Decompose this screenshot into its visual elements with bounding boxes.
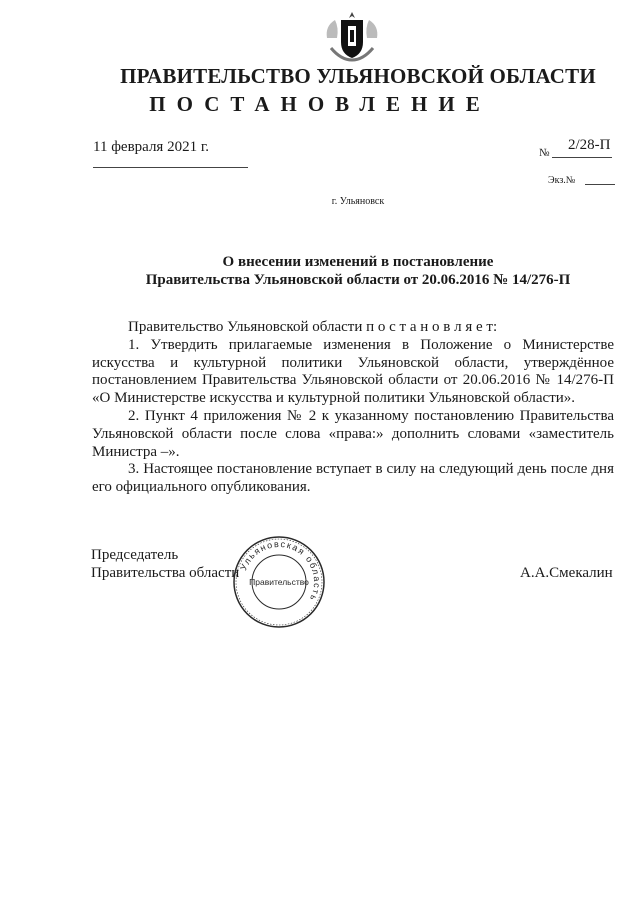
- body-item-2: 2. Пункт 4 приложения № 2 к указанному постановлению Правительства Ульяновской области после слова «права:» дополнить словами «заместитель Министра –».: [92, 407, 614, 460]
- document-number: 2/28-П: [568, 137, 611, 153]
- copy-number-label: Экз.№: [548, 175, 576, 186]
- coat-of-arms-icon: [321, 8, 383, 62]
- title-line-2: Правительства Ульяновской области от 20.06.2016 № 14/276-П: [145, 272, 571, 288]
- organization-name: ПРАВИТЕЛЬСТВО УЛЬЯНОВСКОЙ ОБЛАСТИ: [120, 64, 596, 88]
- date-underline: [93, 167, 248, 168]
- body-item-1: 1. Утвердить прилагаемые изменения в Положение о Министерстве искусства и культурной политики Ульяновской области, утверждённое постановлением Правительства Ульяновской области от 20.06.2016 № 14/276-П «О Министерстве искусства и культурной политики Ульяновской области».: [92, 336, 614, 407]
- signer-name: А.А.Смекалин: [520, 565, 613, 581]
- number-underline: [552, 157, 612, 158]
- seal-outer-text: Ульяновская область: [238, 538, 323, 604]
- title-line-1: О внесении изменений в постановление: [222, 254, 494, 270]
- document-title: [40, 253, 640, 289]
- preamble: Правительство Ульяновской области п о с т а н о в л я е т:: [128, 319, 498, 335]
- seal-center-text: Правительство: [249, 577, 309, 587]
- document-date: 11 февраля 2021 г.: [93, 139, 210, 155]
- signer-position-line-2: Правительства области: [91, 565, 240, 581]
- copy-number-underline: [585, 184, 615, 185]
- document-type: ПОСТАНОВЛЕНИЕ: [149, 92, 491, 116]
- official-seal: [232, 535, 326, 629]
- number-label: №: [539, 147, 550, 159]
- body-item-3: 3. Настоящее постановление вступает в силу на следующий день после дня его официального опубликования.: [92, 461, 614, 496]
- signer-position-line-1: Председатель: [91, 547, 179, 563]
- city: г. Ульяновск: [331, 196, 385, 207]
- document-body: [92, 319, 614, 497]
